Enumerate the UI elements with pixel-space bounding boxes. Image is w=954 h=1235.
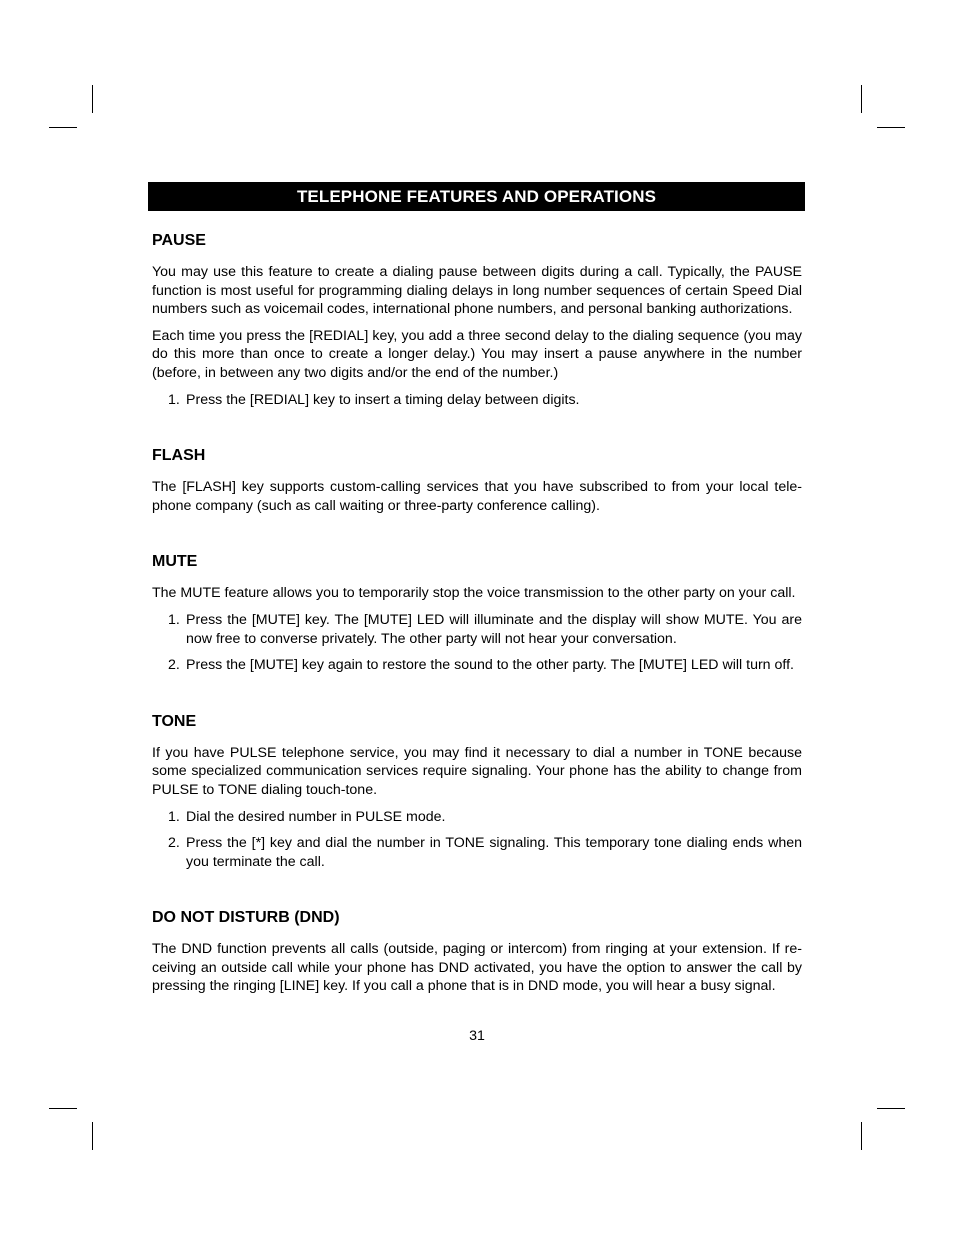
step-number: 1. (168, 808, 180, 825)
body-paragraph: You may use this feature to create a dialing pause between digits during a call. Typically, the PAUSE function is most useful for programming dialing delays in long number sequences of certain Speed Dial numbers such as voicemail codes, international phone numbers, and personal banking authorizations. (152, 264, 802, 318)
step-item (152, 391, 802, 410)
section-pause (152, 228, 802, 409)
crop-mark-top-right-horizontal (877, 127, 905, 128)
crop-mark-bottom-left-horizontal (49, 1108, 77, 1109)
steps-list (152, 808, 802, 872)
page-number: 31 (469, 1028, 485, 1044)
step-item (152, 808, 802, 827)
crop-mark-top-right-vertical (861, 85, 862, 113)
body-paragraph: The DND function prevents all calls (outside, paging or intercom) from ringing at your extension. If re-ceiving an outside call while your phone has DND activated, you have the option to answer the call by pressing the ringing [LINE] key. If you call a phone that is in DND mode, you will hear a busy signal. (152, 941, 802, 995)
step-number: 2. (168, 835, 180, 852)
body-paragraph: The [FLASH] key supports custom-calling services that you have subscribed to from your local tele-phone company (such as call waiting or three-party conference calling). (152, 479, 802, 514)
section-heading: PAUSE (152, 232, 206, 249)
step-text: Press the [*] key and dial the number in TONE signaling. This temporary tone dialing ends when you terminate the call. (186, 835, 802, 870)
steps-list (152, 611, 802, 675)
body-paragraph: If you have PULSE telephone service, you may find it necessary to dial a number in TONE because some specialized communication services require signaling. Your phone has the ability to change from PULSE to TONE dialing touch-tone. (152, 744, 802, 798)
step-text: Press the [REDIAL] key to insert a timing delay between digits. (186, 391, 580, 408)
crop-mark-top-left-horizontal (49, 127, 77, 128)
crop-mark-bottom-right-horizontal (877, 1108, 905, 1109)
step-text: Press the [MUTE] key. The [MUTE] LED will illuminate and the display will show MUTE. You are now free to converse privately. The other party will not hear your conversation. (186, 611, 802, 647)
section-do-not-disturb-dnd (152, 905, 802, 996)
section-tone (152, 709, 802, 872)
body-paragraph: Each time you press the [REDIAL] key, you add a three second delay to the dialing sequence (you may do this more than once to create a longer delay.) You may insert a pause anywhere in the number (before, in between any two digits and/or the end of the number.) (152, 327, 802, 381)
crop-mark-bottom-right-vertical (861, 1122, 862, 1150)
step-text: Dial the desired number in PULSE mode. (186, 808, 446, 825)
body-paragraph: The MUTE feature allows you to temporarily stop the voice transmission to the other party on your call. (152, 585, 796, 602)
crop-mark-bottom-left-vertical (92, 1122, 93, 1150)
steps-list (152, 391, 802, 410)
page-header-bar (148, 182, 805, 211)
step-number: 1. (168, 391, 180, 408)
section-heading: TONE (152, 712, 197, 730)
page-header-title: TELEPHONE FEATURES AND OPERATIONS (296, 186, 657, 206)
section-flash (152, 443, 802, 515)
page-content (152, 228, 802, 1004)
step-text: Press the [MUTE] key again to restore the sound to the other party. The [MUTE] LED will turn off. (186, 657, 794, 674)
step-item (152, 611, 802, 648)
section-heading: FLASH (152, 447, 206, 465)
section-heading: DO NOT DISTURB (DND) (152, 909, 340, 927)
step-number: 2. (168, 657, 180, 674)
step-item (152, 656, 802, 675)
step-item (152, 834, 802, 871)
section-heading: MUTE (152, 553, 198, 571)
step-number: 1. (168, 611, 180, 628)
section-mute (152, 549, 802, 674)
crop-mark-top-left-vertical (92, 85, 93, 113)
